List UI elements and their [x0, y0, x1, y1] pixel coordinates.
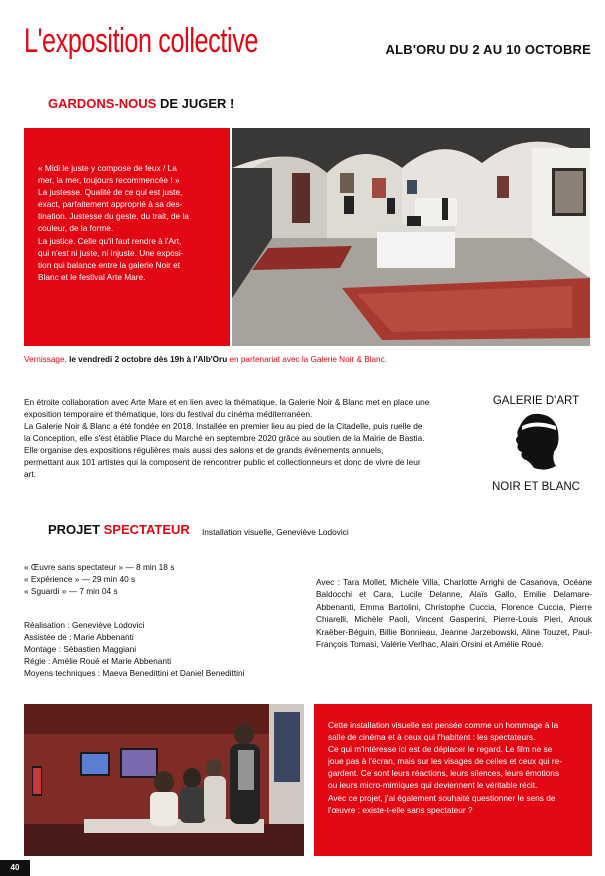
galerie-logo-graphic [476, 386, 596, 500]
quote-line: tion qui balance entre la galerie Noir et [38, 259, 181, 270]
gallery-photo-illustration [232, 128, 590, 346]
vernissage-caption [24, 355, 387, 364]
description-line: salle de cinéma et à ceux qui l'habitent : les spectateurs. [328, 732, 536, 743]
description-line: joue pas à l'écran, mais sur les visages de celles et ceux qui re- [328, 756, 563, 767]
body-line: En étroite collaboration avec Arte Mare et en lien avec la thématique, la Galerie Noir & Blanc met en place une [24, 397, 430, 407]
duration-item: « Sguardi » — 7 min 04 s [24, 586, 118, 597]
quote-line: Blanc et le festival Arte Mare. [38, 271, 146, 282]
quote-line: couleur, de la forme. [38, 223, 114, 234]
projet-title [48, 522, 190, 537]
quote-box [24, 128, 230, 346]
credits-list [24, 619, 244, 679]
body-line: Elle organise des expositions régulières mais aussi des salons et de grands événements annuels, [24, 445, 384, 455]
credit-item: Assistée de : Marie Abbenanti [24, 632, 134, 643]
headline-black: DE JUGER ! [156, 96, 235, 111]
credit-item: Réalisation : Geneviève Lodovici [24, 620, 145, 630]
page-number: 40 [0, 860, 30, 876]
durations-list [24, 561, 174, 597]
body-line: La Galerie Noir & Blanc a été fondée en 2018. Installée en premier lieu au pied de la Citadelle, puis ruelle de [24, 421, 423, 431]
quote-line: La justesse. Qualité de ce qui est juste, [38, 187, 183, 198]
galerie-logo [476, 386, 596, 500]
spectateur-photo [24, 704, 304, 856]
spectateur-photo-illustration [24, 704, 304, 856]
credit-item: Montage : Sébastien Maggiani [24, 644, 137, 655]
projet-title-black: PROJET [48, 522, 104, 537]
headline-red: GARDONS-NOUS [48, 96, 157, 111]
credit-item: Régie : Amélie Roué et Marie Abbenanti [24, 656, 172, 667]
caption-part1: Vernissage, [24, 355, 67, 364]
quote-line: « Midi le juste y compose de feux / La [38, 163, 177, 173]
body-line: exposition temporaire et thématique, lors du festival du cinéma méditerranéen. [24, 409, 313, 419]
duration-item: « Œuvre sans spectateur » — 8 min 18 s [24, 562, 175, 572]
gallery-photo [232, 128, 590, 346]
section-headline [48, 96, 234, 111]
quote-line: tination. Justesse du geste, du trait, de la [38, 211, 189, 222]
caption-part3: en partenariat avec la Galerie Noir & Blanc. [227, 355, 387, 364]
quote-line: exact, parfaitement approprié à sa des- [38, 199, 183, 210]
quote-line: qui n'est ni juste, ni injuste. Une exposi- [38, 247, 184, 258]
description-box [314, 704, 592, 856]
page-title: L'exposition collective [24, 22, 259, 60]
logo-top-text: GALERIE D'ART [492, 395, 580, 407]
caption-part2: le vendredi 2 octobre dès 19h à l'Alb'Oru [66, 355, 228, 364]
description-line: l'œuvre : existe-t-elle sans spectateur ? [328, 804, 473, 815]
description-line: Avec ce projet, j'ai également souhaité questionner le sens de [328, 792, 556, 803]
projet-subtitle: Installation visuelle, Geneviève Lodovici [202, 527, 349, 537]
quote-line: mer, la mer, toujours recommencée ! » [38, 175, 180, 186]
description-line: gardent. Ce sont leurs réactions, leurs silences, leurs émotions [328, 768, 560, 779]
quote-line: La justice. Celle qu'il faut rendre à l'Art, [38, 235, 182, 246]
body-paragraph [24, 396, 472, 480]
page-subtitle: ALB'ORU DU 2 AU 10 OCTOBRE [385, 42, 591, 57]
projet-title-red: SPECTATEUR [103, 522, 190, 537]
description-line: Ce qui m'intéresse ici est de déplacer le regard. Le film ne se [328, 744, 553, 755]
duration-item: « Expérience » — 29 min 40 s [24, 574, 136, 585]
body-line: art. [24, 469, 36, 479]
cast-list: Avec : Tara Mollet, Michèle Villa, Charlotte Arrighi de Casanova, Océane Baldocchi et Cara, Lucile Delanne, Alaïs Gallo, Emilie Delamare-Abbenanti, Emma Bartolini, Christophe Cuccia, Florence Cuccia, Pierre Chiarelli, Michèle Paoli, Vincent Gasperini, Pierre-Louis Pieri, Anouk Kraëber-Béguin, Billie Bonnieau, Jeanne Jarzebowski, Aline Touzet, Paul-François Tomasi, Valérie Verlhac, Alain Orsini et Amélie Roué. [316, 577, 592, 650]
body-line: la Conception, elle s'est établie Place du Marché en septembre 2020 grâce au soutien de la Mairie de Bastia. [24, 433, 425, 443]
credit-item: Moyens techniques : Maeva Benedittini et Daniel Benedittini [24, 668, 245, 679]
description-line: Cette installation visuelle est pensée comme un hommage à la [328, 720, 559, 730]
body-line: permettant aux 101 artistes qui la composent de rencontrer public et collectionneurs et donc de vivre de leur [24, 457, 421, 467]
logo-bottom-text: NOIR ET BLANC [492, 481, 580, 493]
description-line: ou leurs micro-mimiques qui deviennent le véritable récit. [328, 780, 538, 791]
